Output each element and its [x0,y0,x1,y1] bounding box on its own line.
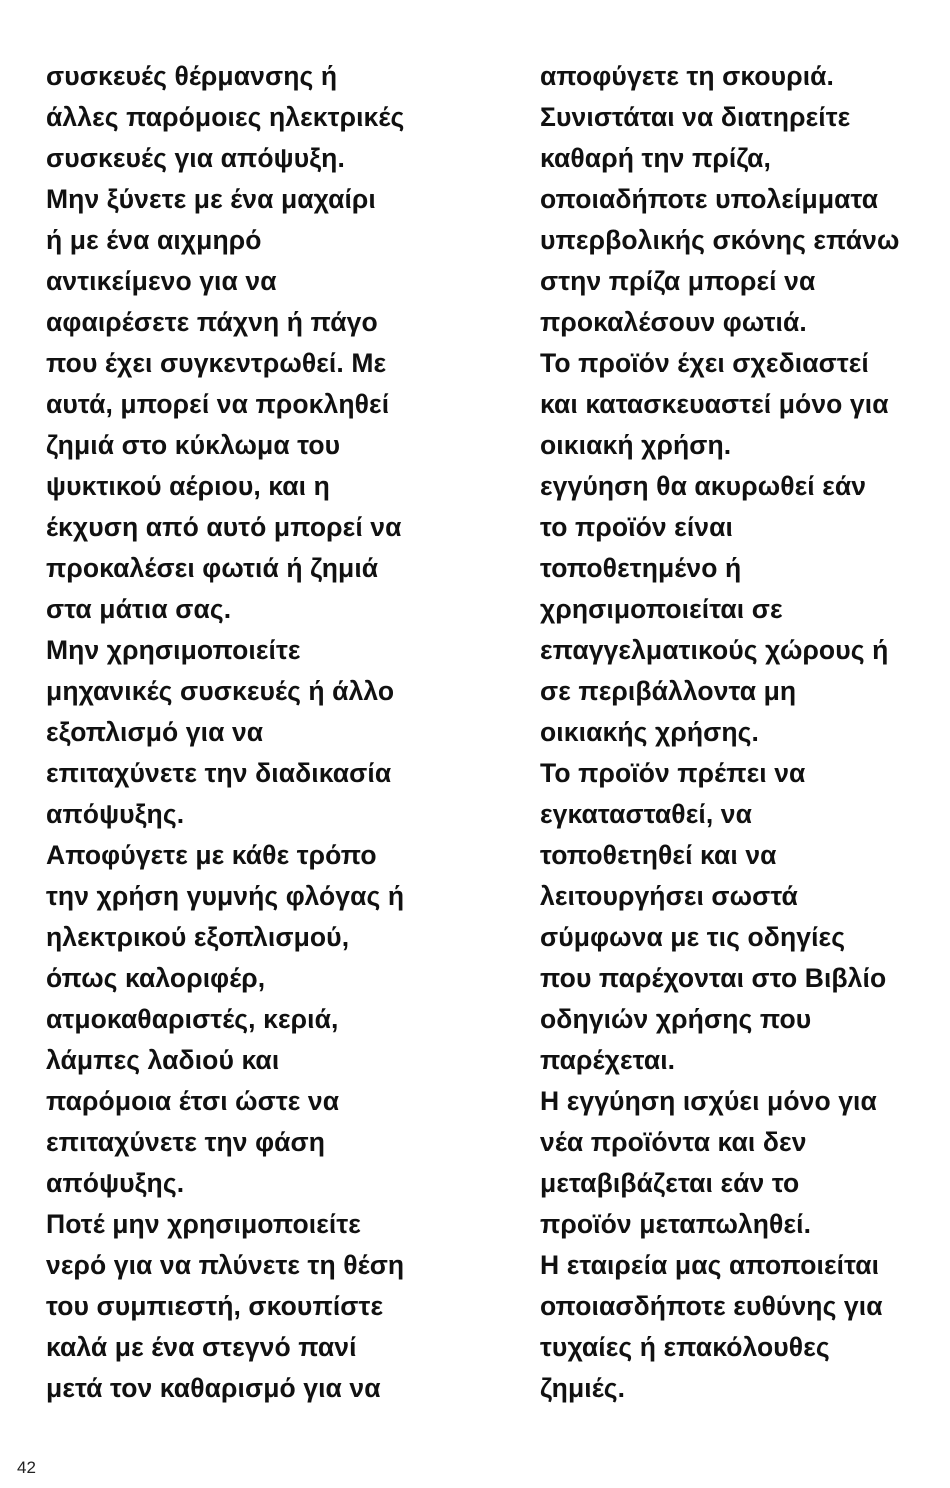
text-line: συσκευές θέρμανσης ή [46,61,338,91]
text-line: αυτά, μπορεί να προκληθεί [46,389,390,419]
text-line: καλά με ένα στεγνό πανί [46,1332,357,1362]
text-line: οδηγιών χρήσης που [540,1004,812,1034]
text-line: άλλες παρόμοιες ηλεκτρικές [46,102,405,132]
text-line: και κατασκευαστεί μόνο για [540,389,889,419]
text-line: προϊόν μεταπωληθεί. [540,1209,812,1239]
text-line: εγγύηση θα ακυρωθεί εάν [540,471,867,501]
text-line: μετά τον καθαρισμό για να [46,1373,381,1403]
text-line: σε περιβάλλοντα μη [540,676,797,706]
text-line: ή με ένα αιχμηρό [46,225,262,255]
text-line: στα μάτια σας. [46,594,232,624]
text-line: συσκευές για απόψυξη. [46,143,345,173]
text-line: απόψυξης. [46,1168,185,1198]
text-line: ατμοκαθαριστές, κεριά, [46,1004,339,1034]
text-line: νέα προϊόντα και δεν [540,1127,807,1157]
text-line: που έχει συγκεντρωθεί. Με [46,348,387,378]
text-line: Το προϊόν πρέπει να [540,758,806,788]
text-line: οποιαδήποτε υπολείμματα [540,184,879,214]
text-line: Ποτέ μην χρησιμοποιείτε [46,1209,361,1239]
text-line: σύμφωνα με τις οδηγίες [540,922,846,952]
text-line: Η εγγύηση ισχύει μόνο για [540,1086,877,1116]
text-line: έκχυση από αυτό μπορεί να [46,512,402,542]
text-line: ψυκτικού αέριου, και η [46,471,330,501]
text-line: απόψυξης. [46,799,185,829]
text-line: όπως καλοριφέρ, [46,963,266,993]
text-line: ζημιές. [540,1373,626,1403]
text-line: Μην χρησιμοποιείτε [46,635,301,665]
text-line: λειτουργήσει σωστά [540,881,798,911]
text-line: Αποφύγετε με κάθε τρόπο [46,840,377,870]
text-line: οποιασδήποτε ευθύνης για [540,1291,883,1321]
text-line: προκαλέσουν φωτιά. [540,307,807,337]
text-line: ζημιά στο κύκλωμα του [46,430,341,460]
text-line: παρόμοια έτσι ώστε να [46,1086,340,1116]
text-line: του συμπιεστή, σκουπίστε [46,1291,384,1321]
text-line: νερό για να πλύνετε τη θέση [46,1250,405,1280]
text-line: την χρήση γυμνής φλόγας ή [46,881,405,911]
text-line: εγκατασταθεί, να [540,799,753,829]
text-line: χρησιμοποιείται σε [540,594,783,624]
text-line: καθαρή την πρίζα, [540,143,771,173]
text-line: οικιακής χρήσης. [540,717,759,747]
text-line: Το προϊόν έχει σχεδιαστεί [540,348,869,378]
text-line: αφαιρέσετε πάχνη ή πάγο [46,307,378,337]
text-line: Συνιστάται να διατηρείτε [540,102,851,132]
text-line: μηχανικές συσκευές ή άλλο [46,676,395,706]
text-line: μεταβιβάζεται εάν το [540,1168,800,1198]
text-line: οικιακή χρήση. [540,430,732,460]
text-line: τυχαίες ή επακόλουθες [540,1332,830,1362]
text-line: επιταχύνετε την διαδικασία [46,758,392,788]
text-line: εξοπλισμό για να [46,717,264,747]
text-line: στην πρίζα μπορεί να [540,266,816,296]
text-line: υπερβολικής σκόνης επάνω [540,225,900,255]
text-line: Η εταιρεία μας αποποιείται [540,1250,880,1280]
right-text-column [540,56,945,1409]
text-line: παρέχεται. [540,1045,676,1075]
page-number: 42 [17,1458,36,1477]
left-text-column [46,56,486,1409]
text-line: ηλεκτρικού εξοπλισμού, [46,922,350,952]
text-line: επαγγελματικούς χώρους ή [540,635,889,665]
text-line: τοποθετηθεί και να [540,840,777,870]
text-line: λάμπες λαδιού και [46,1045,280,1075]
text-line: Μην ξύνετε με ένα μαχαίρι [46,184,376,214]
text-line: αντικείμενο για να [46,266,277,296]
text-line: που παρέχονται στο Βιβλίο [540,963,887,993]
text-line: προκαλέσει φωτιά ή ζημιά [46,553,379,583]
text-line: τοποθετημένο ή [540,553,742,583]
text-line: επιταχύνετε την φάση [46,1127,326,1157]
text-line: το προϊόν είναι [540,512,733,542]
text-line: αποφύγετε τη σκουριά. [540,61,835,91]
